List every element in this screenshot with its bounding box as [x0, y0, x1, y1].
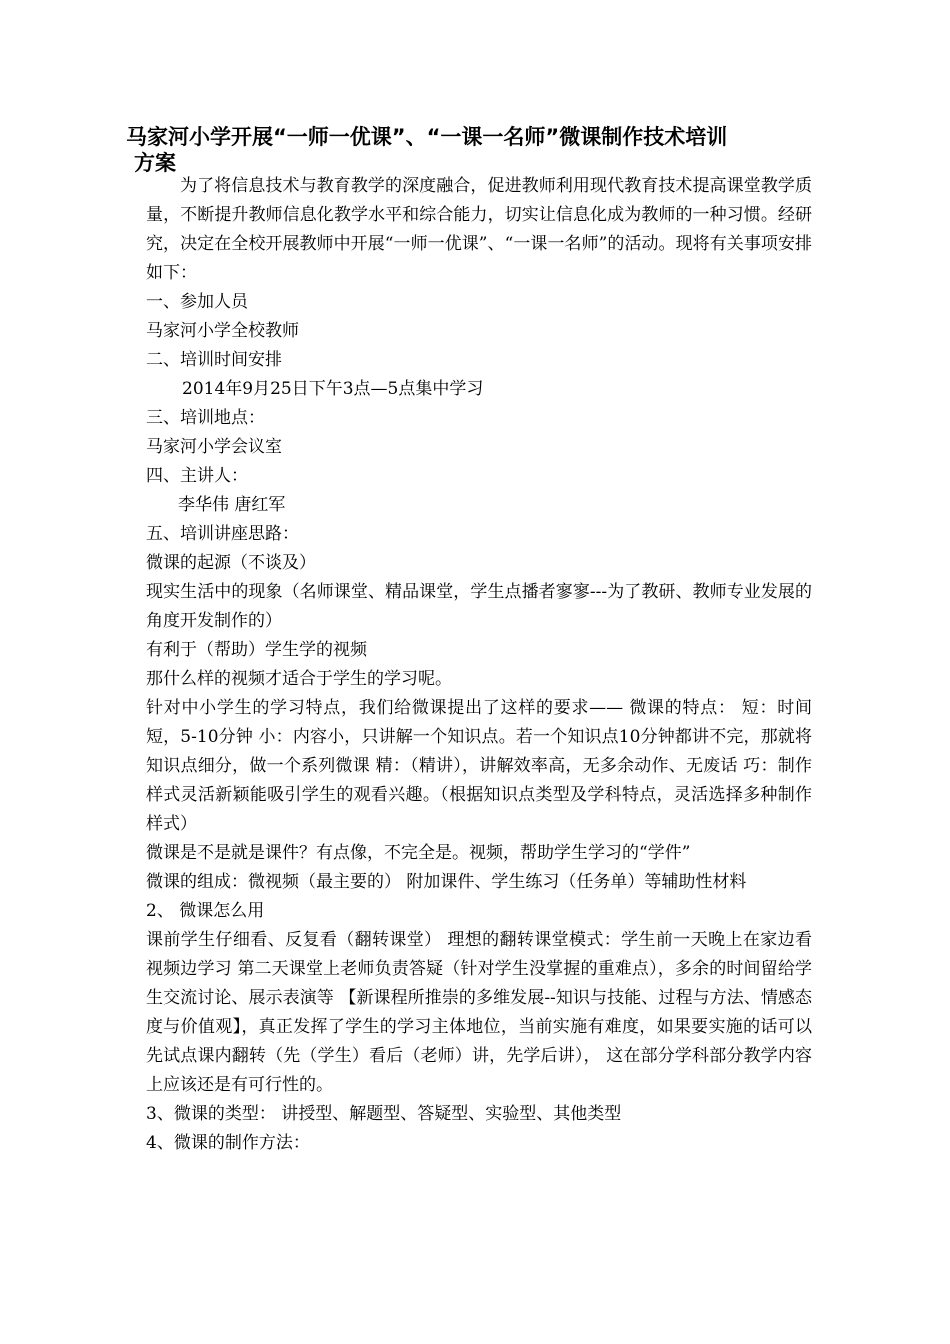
- paragraph-reality: 现实生活中的现象（名师课堂、精品课堂，学生点播者寥寥---为了教研、教师专业发展的角度开发制作的）: [146, 582, 812, 631]
- section-1-text: 马家河小学全校教师: [146, 321, 299, 341]
- section-3-heading: 三、培训地点：: [146, 408, 265, 428]
- paragraph-origin: 微课的起源（不谈及）: [146, 553, 316, 573]
- section-3-text: 马家河小学会议室: [146, 437, 282, 457]
- document-title-line-1: 马家河小学开展“一师一优课”、“一课一名师”微课制作技术培训: [126, 125, 728, 149]
- document-title: [126, 124, 826, 176]
- document-body: [146, 172, 812, 1158]
- paragraph-what: 那什么样的视频才适合于学生的学习呢。: [146, 669, 452, 689]
- paragraph-help: 有利于（帮助）学生学的视频: [146, 640, 367, 660]
- section-1-heading: 一、参加人员: [146, 292, 248, 312]
- section-4-text: 李华伟 唐红军: [178, 495, 286, 515]
- paragraph-features: 针对中小学生的学习特点，我们给微课提出了这样的要求—— 微课的特点： 短：时间短，5-10分钟 小：内容小，只讲解一个知识点。若一个知识点10分钟都讲不完，那就将知识点细分，做一个系列微课 精：（精讲），讲解效率高，无多余动作、无废话 巧：制作样式灵活新颖能吸引学生的观看兴趣。（根据知识点类型及学科特点，灵活选择多种制作样式）: [146, 698, 812, 834]
- intro-paragraph: 为了将信息技术与教育教学的深度融合，促进教师利用现代教育技术提高课堂教学质量，不断提升教师信息化教学水平和综合能力，切实让信息化成为教师的一种习惯。经研究，决定在全校开展教师中开展“一师一优课”、“一课一名师”的活动。现将有关事项安排如下：: [146, 176, 812, 283]
- paragraph-composition: 微课的组成：微视频（最主要的） 附加课件、学生练习（任务单）等辅助性材料: [146, 872, 747, 892]
- document-title-line-2: 方案: [134, 151, 176, 175]
- paragraph-methods: 4、微课的制作方法：: [146, 1133, 310, 1153]
- section-2-text: 2014年9月25日下午3点—5点集中学习: [182, 379, 484, 399]
- section-2-heading: 二、培训时间安排: [146, 350, 282, 370]
- section-4-heading: 四、主讲人：: [146, 466, 248, 486]
- paragraph-howto: 课前学生仔细看、反复看（翻转课堂） 理想的翻转课堂模式：学生前一天晚上在家边看视频边学习 第二天课堂上老师负责答疑（针对学生没掌握的重难点），多余的时间留给学生交流讨论、展示表演等 【新课程所推崇的多维发展--知识与技能、过程与方法、情感态度与价值观】，真正发挥了学生的学习主体地位，当前实施有难度，如果要实施的话可以先试点课内翻转（先（学生）看后（老师）讲，先学后讲）， 这在部分学科部分教学内容上应该还是有可行性的。: [146, 930, 812, 1095]
- paragraph-howto-heading: 2、 微课怎么用: [146, 901, 265, 921]
- section-5-heading: 五、培训讲座思路：: [146, 524, 299, 544]
- paragraph-types: 3、微课的类型： 讲授型、解题型、答疑型、实验型、其他类型: [146, 1104, 622, 1124]
- paragraph-courseware: 微课是不是就是课件？有点像，不完全是。视频，帮助学生学习的“学件”: [146, 843, 691, 863]
